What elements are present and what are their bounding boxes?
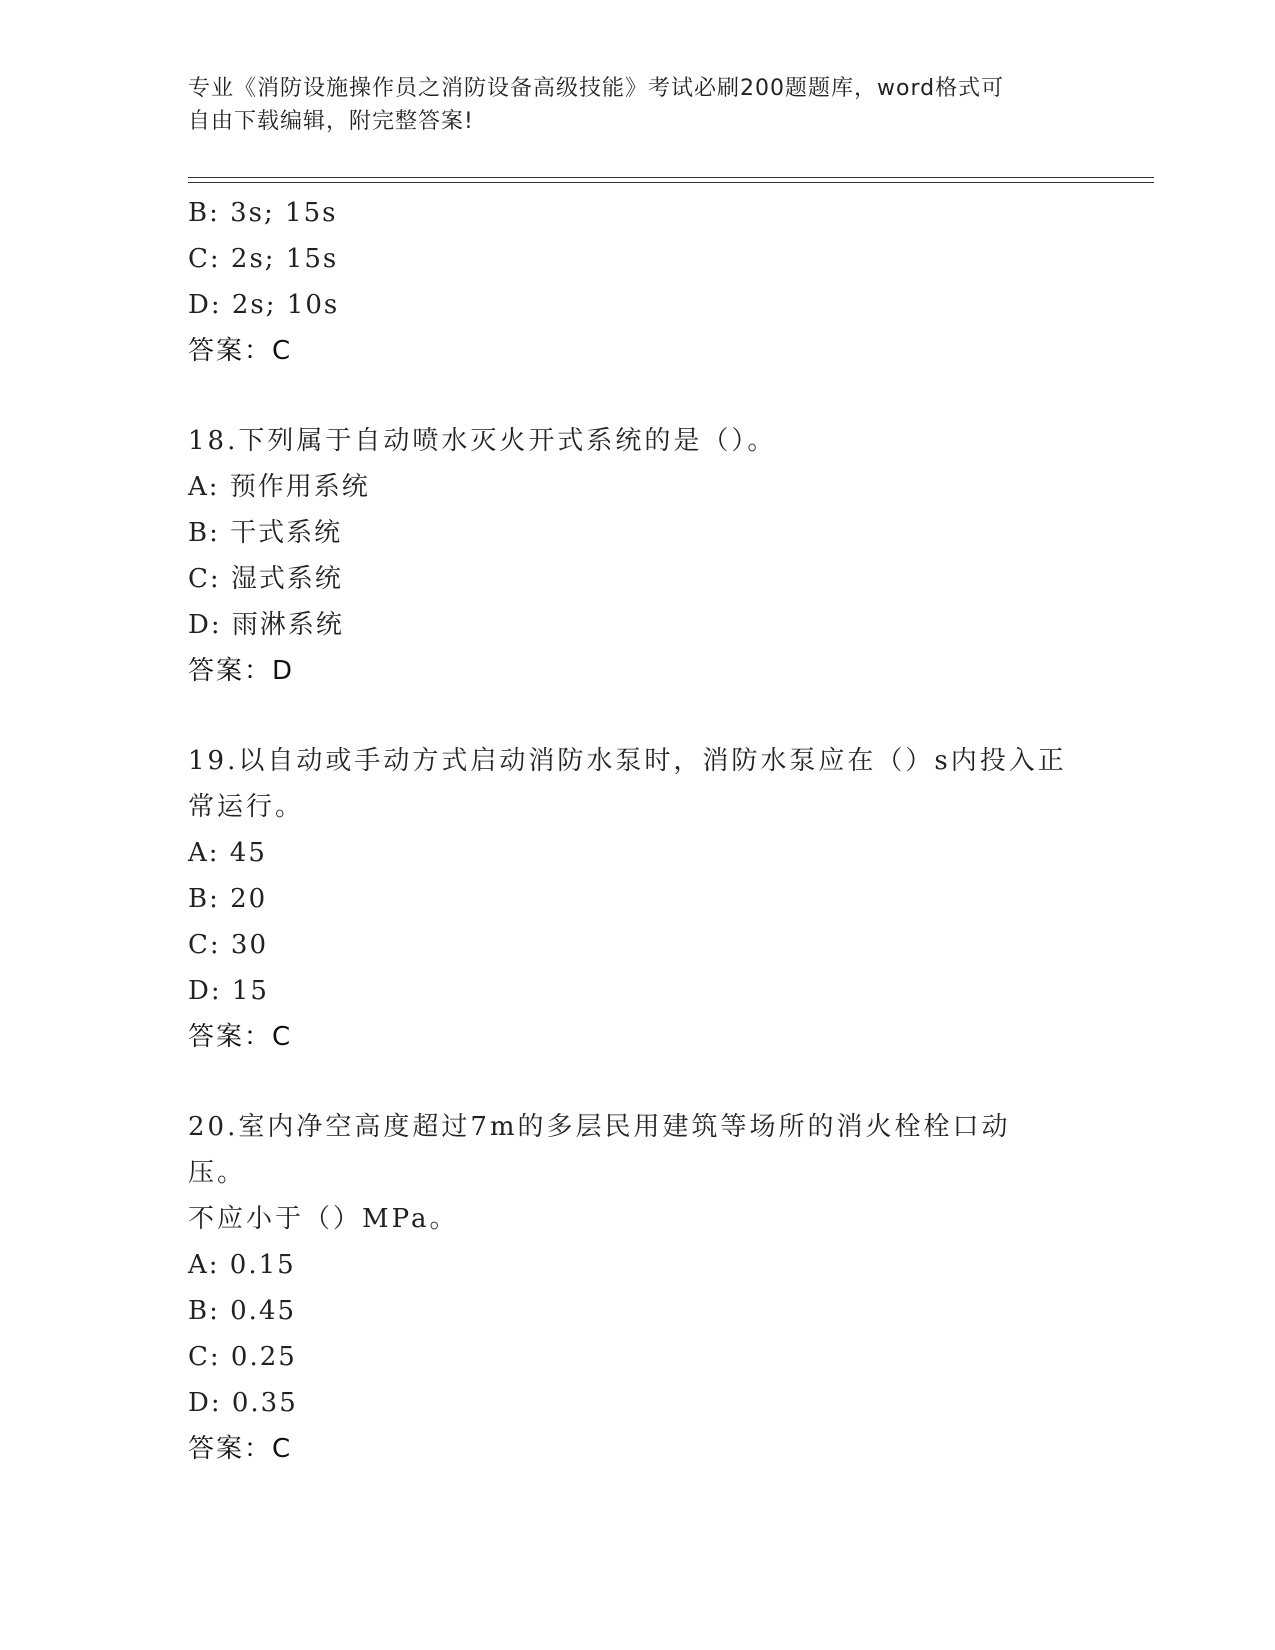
spacer [188, 374, 1088, 418]
question-stem-line-1: 20.室内净空高度超过7m的多层民用建筑等场所的消火栓栓口动压。 [188, 1112, 1011, 1188]
header-line-1: 专业《消防设施操作员之消防设备高级技能》考试必刷200题题库，word格式可 [188, 76, 1005, 101]
document-header [188, 72, 1068, 138]
option-c: C: 0.25 [188, 1342, 297, 1372]
question-stem: 18.下列属于自动喷水灭火开式系统的是（）。 [188, 426, 777, 456]
option-b: B: 3s; 15s [188, 198, 338, 228]
option-d: D: 雨淋系统 [188, 610, 344, 640]
answer-line: 答案：C [188, 336, 293, 366]
spacer [188, 694, 1088, 738]
answer-line: 答案：D [188, 656, 295, 686]
question-list [188, 190, 1088, 1472]
question-20 [188, 1104, 1088, 1472]
header-line-2: 自由下载编辑，附完整答案! [188, 109, 474, 134]
question-stem-line-1: 19.以自动或手动方式启动消防水泵时，消防水泵应在（）s内投入正 [188, 746, 1067, 776]
option-b: B: 0.45 [188, 1296, 297, 1326]
question-17-continuation [188, 190, 1088, 374]
option-a: A: 预作用系统 [188, 472, 370, 502]
question-19 [188, 738, 1088, 1060]
option-b: B: 干式系统 [188, 518, 343, 548]
header-divider-top [188, 177, 1154, 178]
option-a: A: 0.15 [188, 1250, 296, 1280]
option-c: C: 湿式系统 [188, 564, 343, 594]
option-d: D: 2s; 10s [188, 290, 340, 320]
option-c: C: 2s; 15s [188, 244, 339, 274]
question-stem-line-2: 不应小于（）MPa。 [188, 1204, 459, 1234]
option-b: B: 20 [188, 884, 268, 914]
option-d: D: 0.35 [188, 1388, 298, 1418]
option-c: C: 30 [188, 930, 269, 960]
spacer [188, 1060, 1088, 1104]
option-a: A: 45 [188, 838, 267, 868]
question-18 [188, 418, 1088, 694]
header-divider-bottom [188, 182, 1154, 183]
answer-line: 答案：C [188, 1434, 293, 1464]
answer-line: 答案：C [188, 1022, 293, 1052]
option-d: D: 15 [188, 976, 269, 1006]
question-stem-line-2: 常运行。 [188, 792, 305, 822]
